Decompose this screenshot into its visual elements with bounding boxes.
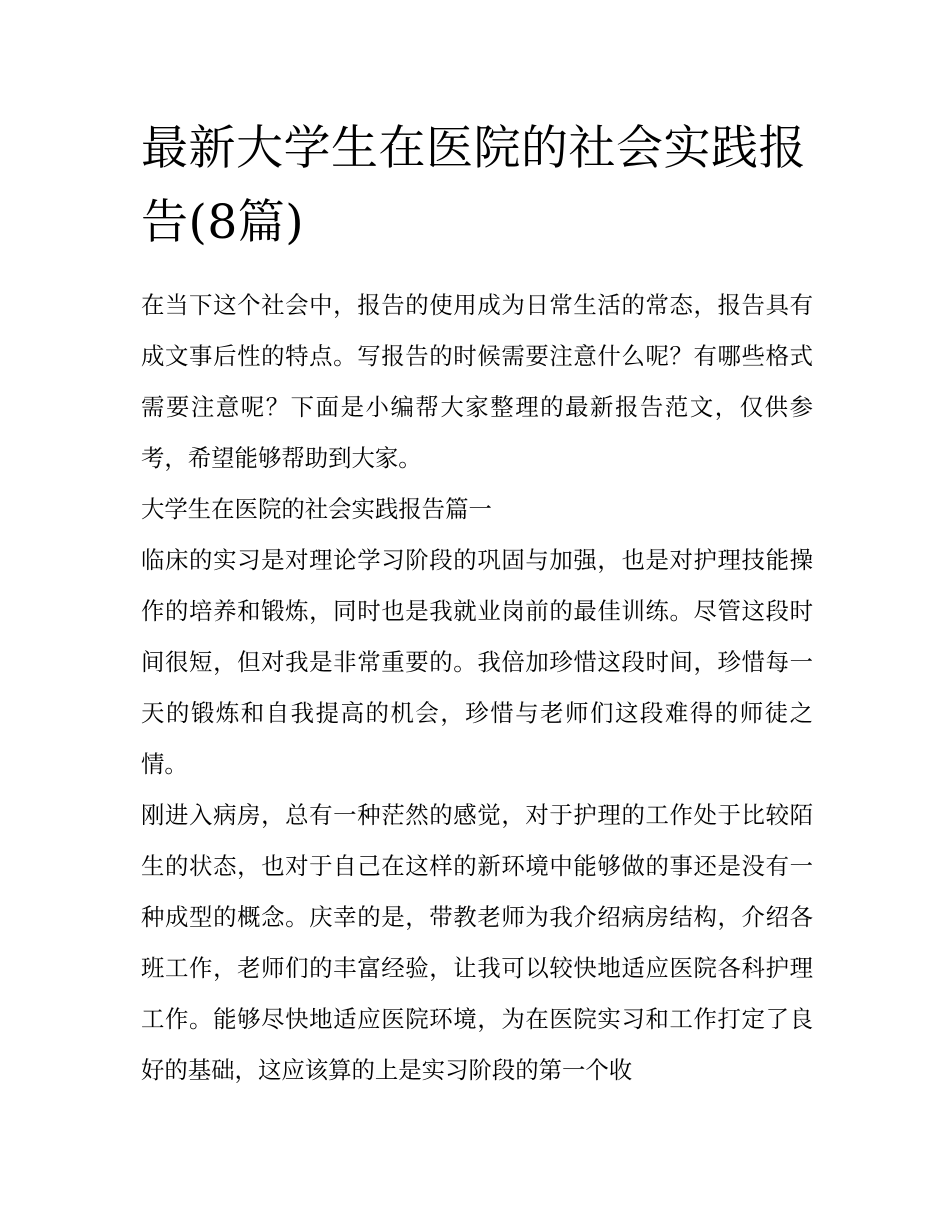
document-title: 最新大学生在医院的社会实践报告(8篇) <box>141 121 806 250</box>
document-body <box>141 112 813 1096</box>
intro-paragraph: 在当下这个社会中，报告的使用成为日常生活的常态，报告具有成文事后性的特点。写报告的时候需要注意什么呢？有哪些格式需要注意呢？下面是小编帮大家整理的最新报告范文，仅供参考，希望能够帮助到大家。 <box>141 291 813 472</box>
section-heading: 大学生在医院的社会实践报告篇一 <box>141 495 492 523</box>
body-paragraph-1: 临床的实习是对理论学习阶段的巩固与加强，也是对护理技能操作的培养和锻炼，同时也是我就业岗前的最佳训练。尽管这段时间很短，但对我是非常重要的。我倍加珍惜这段时间，珍惜每一天的锻炼和自我提高的机会，珍惜与老师们这段难得的师徒之情。 <box>141 546 813 778</box>
body-paragraph-2: 刚进入病房，总有一种茫然的感觉，对于护理的工作处于比较陌生的状态，也对于自己在这样的新环境中能够做的事还是没有一种成型的概念。庆幸的是，带教老师为我介绍病房结构，介绍各班工作，老师们的丰富经验，让我可以较快地适应医院各科护理工作。能够尽快地适应医院环境，为在医院实习和工作打定了良好的基础，这应该算的上是实习阶段的第一个收 <box>141 801 813 1084</box>
